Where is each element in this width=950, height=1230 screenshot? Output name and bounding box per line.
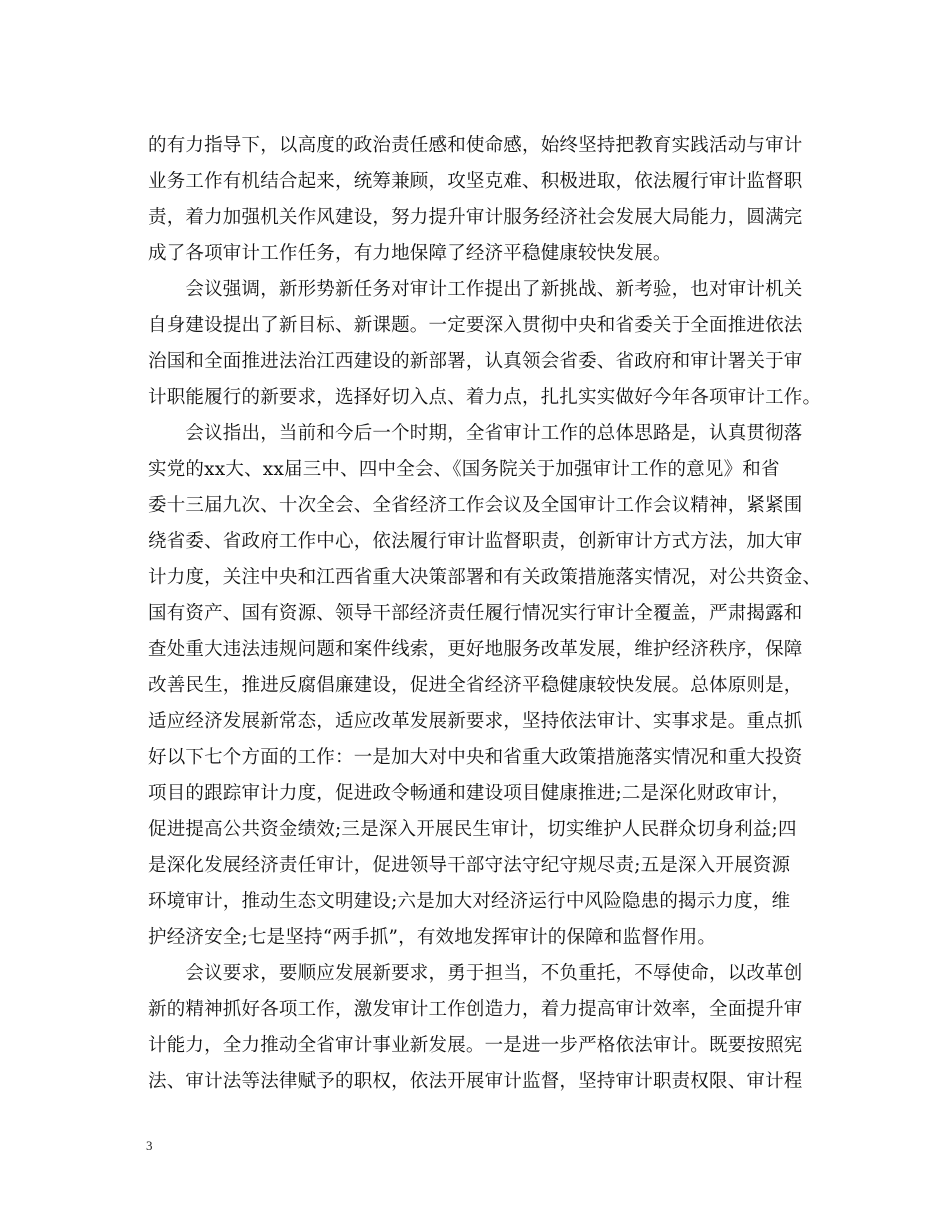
text-line: 计职能履行的新要求，选择好切入点、着力点，扎扎实实做好今年各项审计工作。 [148,387,822,408]
text-line: 自身建设提出了新目标、新课题。一定要深入贯彻中央和省委关于全面推进依法 [148,315,803,336]
text-line: 会议指出，当前和今后一个时期，全省审计工作的总体思路是，认真贯彻落 [148,423,803,444]
text-line: 环境审计，推动生态文明建设;六是加大对经济运行中风险隐患的揭示力度，维 [148,891,791,912]
text-line: 促进提高公共资金绩效;三是深入开展民生审计，切实维护人民群众切身利益;四 [148,819,797,840]
text-line: 改善民生，推进反腐倡廉建设，促进全省经济平稳健康较快发展。总体原则是， [148,675,803,696]
text-line: 护经济安全;七是坚持“两手抓”，有效地发挥审计的保障和监督作用。 [148,927,717,948]
text-line: 好以下七个方面的工作：一是加大对中央和省重大政策措施落实情况和重大投资 [148,747,803,768]
text-line: 法、审计法等法律赋予的职权，依法开展审计监督，坚持审计职责权限、审计程 [148,1071,803,1092]
text-line: 成了各项审计工作任务，有力地保障了经济平稳健康较快发展。 [148,243,672,264]
text-line: 的有力指导下，以高度的政治责任感和使命感，始终坚持把教育实践活动与审计 [148,135,803,156]
text-line: 会议要求，要顺应发展新要求，勇于担当，不负重托，不辱使命，以改革创 [148,963,803,984]
text-line: 新的精神抓好各项工作，激发审计工作创造力，着力提高审计效率，全面提升审 [148,999,803,1020]
text-line: 业务工作有机结合起来，统筹兼顾，攻坚克难、积极进取，依法履行审计监督职 [148,171,803,192]
text-line: 会议强调，新形势新任务对审计工作提出了新挑战、新考验，也对审计机关 [148,279,803,300]
text-line: 查处重大违法违规问题和案件线索，更好地服务改革发展，维护经济秩序，保障 [148,639,803,660]
text-line: 适应经济发展新常态，适应改革发展新要求，坚持依法审计、实事求是。重点抓 [148,711,803,732]
text-line: 委十三届九次、十次全会、全省经济工作会议及全国审计工作会议精神，紧紧围 [148,495,803,516]
text-line: 是深化发展经济责任审计，促进领导干部守法守纪守规尽责;五是深入开展资源 [148,855,791,876]
page-number: 3 [146,1138,153,1153]
text-line: 项目的跟踪审计力度，促进政令畅通和建设项目健康推进;二是深化财政审计， [148,783,791,804]
text-line: 实党的xx大、xx届三中、四中全会、《国务院关于加强审计工作的意见》和省 [148,459,780,480]
text-line: 责，着力加强机关作风建设，努力提升审计服务经济社会发展大局能力，圆满完 [148,207,803,228]
text-line: 绕省委、省政府工作中心，依法履行审计监督职责，创新审计方式方法，加大审 [148,531,803,552]
body-text [148,128,848,1100]
text-line: 计能力，全力推动全省审计事业新发展。一是进一步严格依法审计。既要按照宪 [148,1035,803,1056]
text-line: 治国和全面推进法治江西建设的新部署，认真领会省委、省政府和审计署关于审 [148,351,803,372]
text-line: 国有资产、国有资源、领导干部经济责任履行情况实行审计全覆盖，严肃揭露和 [148,603,803,624]
text-line: 计力度，关注中央和江西省重大决策部署和有关政策措施落实情况，对公共资金、 [148,567,822,588]
